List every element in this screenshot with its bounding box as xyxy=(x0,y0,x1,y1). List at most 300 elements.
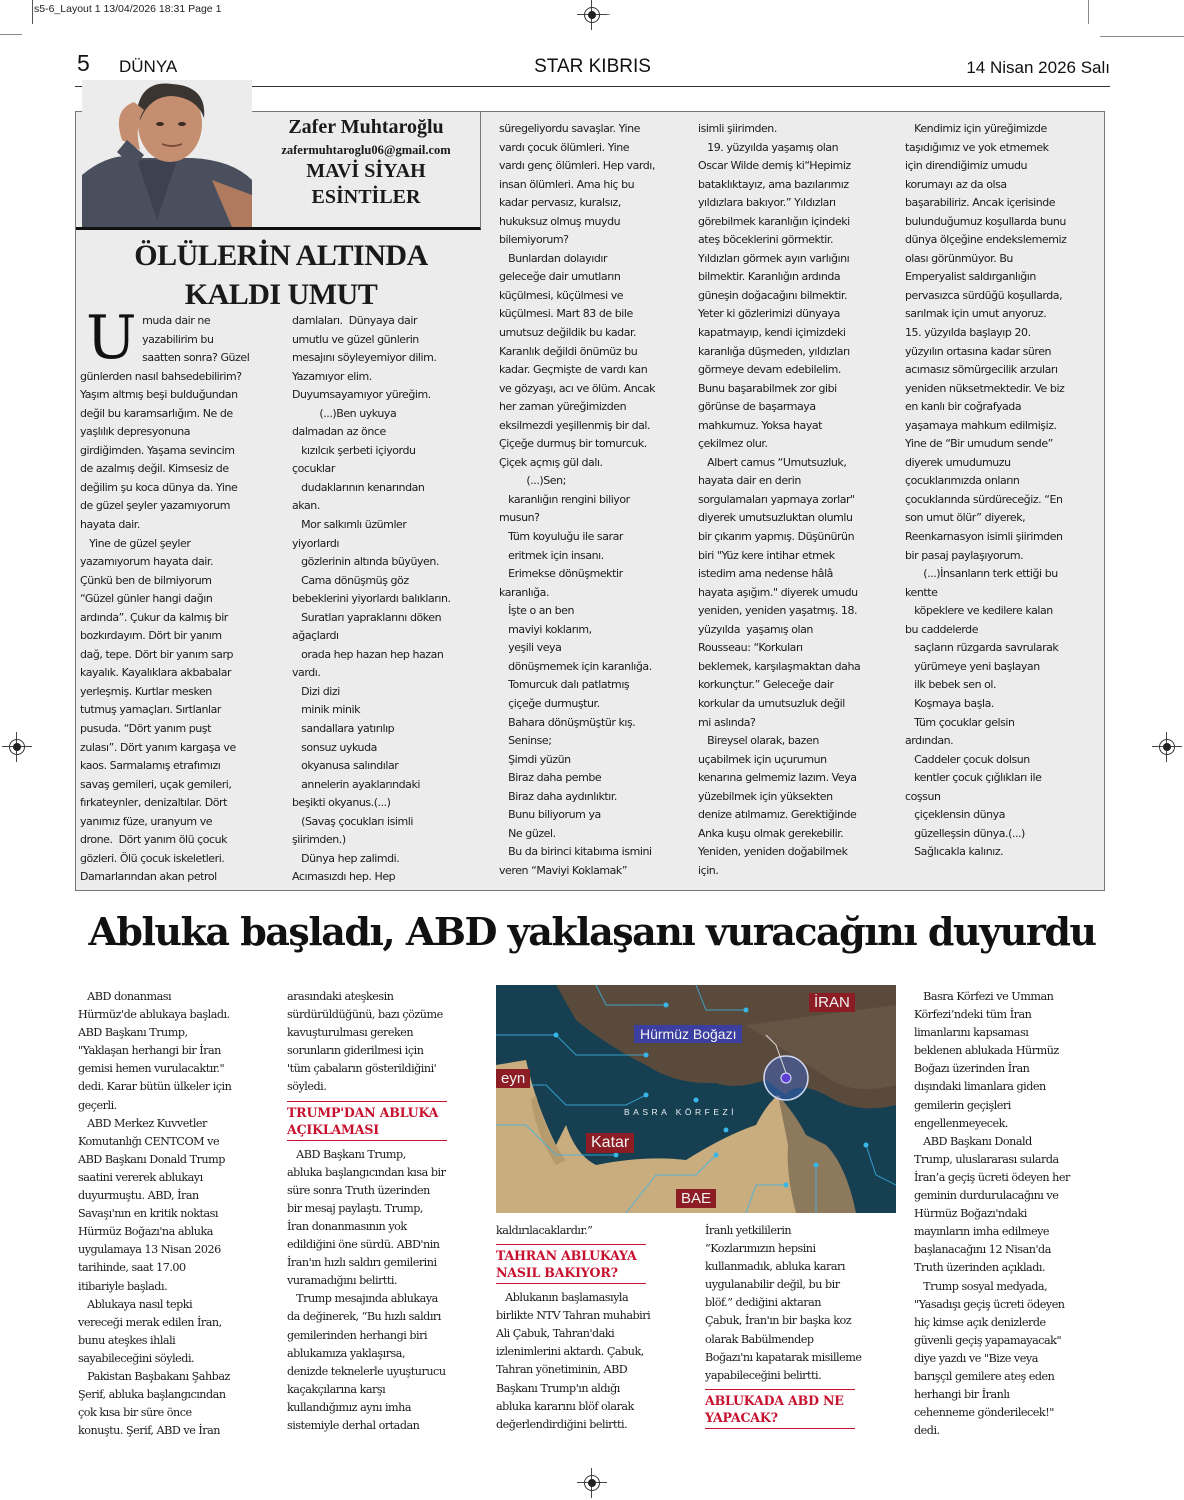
text-line: korumayı az da olsa xyxy=(905,177,1007,191)
text-line: gözlerinin altında büyüyen. xyxy=(292,555,439,569)
text-line: sorgulamaları yapmaya zorlar" xyxy=(698,492,855,506)
text-line: Oscar Wilde demiş ki“Hepimiz xyxy=(698,159,851,173)
text-line: Ablukanın başlamasıyla xyxy=(496,1291,629,1305)
text-line: kaldırılacaklardır.” xyxy=(496,1224,593,1237)
text-line: isimli şiirimden. xyxy=(698,122,777,135)
text-line: uygulamaya 13 Nisan 2026 xyxy=(78,1243,221,1257)
text-line: sorunların giderilmesi için xyxy=(287,1044,424,1058)
text-line: hiç kimse açık denizlerde xyxy=(914,1315,1046,1329)
text-line: Bahara dönüşmüştür kış. xyxy=(499,715,636,729)
text-line: güneşin doğacağını bilmektir. xyxy=(698,288,848,302)
subhead-tehran-view: TAHRAN ABLUKAYA NASIL BAKIYOR? xyxy=(496,1244,646,1284)
text-line: kadar pervasız, kuralsız, xyxy=(499,196,621,210)
text-line: küçülmesi. Mart 83 de bile xyxy=(499,307,633,321)
column-title-line: ESİNTİLER xyxy=(311,186,421,208)
text-line: Şimdi yüzün xyxy=(499,752,571,766)
text-line: vardı. xyxy=(292,666,321,680)
text-line: Yıldızları görmek ayın varlığını xyxy=(698,251,850,265)
text-line: (Savaş çocukları isimli xyxy=(292,814,413,828)
text-line: Seninse; xyxy=(499,734,552,748)
map-label-iran: İRAN xyxy=(809,993,855,1012)
text-line: (...)İnsanların terk ettiği bu xyxy=(905,567,1058,581)
text-line: başlanacağını 12 Nisan'da xyxy=(914,1243,1051,1257)
text-line: İranlı yetkililerin xyxy=(705,1224,792,1237)
text-line: Yeniden, yeniden doğabilmek xyxy=(698,845,848,859)
text-line: Bireysel olarak, bazen xyxy=(698,734,819,748)
drop-cap: U xyxy=(86,303,137,373)
text-line: Başkanı Trump'ın aldığı xyxy=(496,1381,620,1395)
text-line: Biraz daha aydınlıktır. xyxy=(499,789,617,803)
text-line: yüzyılda yaşamış olan xyxy=(698,622,813,636)
text-line: veren “Maviyi Koklamak” xyxy=(499,863,628,877)
text-line: çocuklarımızda onların xyxy=(905,474,1020,488)
text-line: ateş böceklerini görmektir. xyxy=(698,233,833,247)
registration-mark-icon xyxy=(581,4,603,26)
text-line: Reenkarnasyon isimli şiirimden xyxy=(905,530,1063,544)
text-line: barışçıl gemilere ateş eden xyxy=(914,1369,1055,1383)
text-line: acımasız sömürgecilik arzuları xyxy=(905,363,1058,377)
text-line: blöf.” dediğini aktaran xyxy=(705,1296,821,1310)
text-line: korkunçtur.” Geleceğe dair xyxy=(698,678,834,692)
text-line: Savaşı'nın en kritik noktası xyxy=(78,1207,218,1221)
column-title-line: MAVİ SİYAH xyxy=(306,160,426,182)
text-line: mahkumuz. Yoksa hayat xyxy=(698,418,823,432)
text-line: cehenneme gönderilecek!" xyxy=(914,1406,1054,1420)
text-line: çocuklarında sürdüreceğiz. “En xyxy=(905,492,1063,506)
column-title xyxy=(256,158,476,210)
text-line: beklemek, karşılaşmaktan daha xyxy=(698,659,861,673)
text-line: görebilmek karanlığın içindeki xyxy=(698,214,850,228)
text-line: sistemiyle derhal ortadan xyxy=(287,1418,420,1432)
text-line: Hürmüz'de ablukaya başladı. xyxy=(78,1008,230,1022)
text-line: tutmuş yamaçları. Sırtlanlar xyxy=(80,703,221,717)
text-line: yazamıyorum hayata dair. xyxy=(80,555,213,569)
news-text-2-bottom xyxy=(287,1146,487,1436)
text-line: mesajını söyleyemiyor dilim. xyxy=(292,351,437,365)
opinion-column xyxy=(75,111,1105,891)
text-line: musun? xyxy=(499,511,540,525)
text-line: süre sonra Truth üzerinden xyxy=(287,1183,430,1197)
text-line: her zaman yüreğimizden xyxy=(499,400,627,414)
text-line: Trump sosyal medyada, xyxy=(914,1279,1048,1293)
text-line: saatten sonra? Güzel xyxy=(142,351,250,365)
text-line: dedi. xyxy=(914,1424,940,1438)
text-line: ilk bebek sen ol. xyxy=(905,678,997,692)
news-text-2 xyxy=(287,988,487,1435)
text-line: Körfezi’ndeki tüm İran xyxy=(914,1008,1032,1022)
text-line: minik minik xyxy=(292,703,361,717)
text-line: girdiğimden. Yaşama sevincim xyxy=(80,443,235,457)
text-line: itibariyle başladı. xyxy=(78,1279,168,1293)
column-text-2 xyxy=(292,312,492,887)
text-line: dışındaki limanlara giden xyxy=(914,1080,1046,1094)
text-line: fırkateynler, denizaltılar. Dört xyxy=(80,796,227,810)
text-line: dağ, tepe. Dört bir yanım sarp xyxy=(80,647,234,661)
text-line: abluka başlangıcından kısa bir xyxy=(287,1165,446,1179)
text-line: kızılcık şerbeti içiyordu xyxy=(292,443,416,457)
subhead-us-actions: ABLUKADA ABD NE YAPACAK? xyxy=(705,1389,855,1429)
news-text-2-top xyxy=(287,988,487,1097)
text-line: sandallara yatırılıp xyxy=(292,722,395,736)
text-line: hukuksuz olmuş muydu xyxy=(499,214,621,228)
text-line: güvenli geçiş yapamayacak" xyxy=(914,1333,1062,1347)
text-line: gemilerin geçişleri xyxy=(914,1098,1011,1112)
text-line: karanlığa. xyxy=(499,585,549,599)
text-line: söyledi. xyxy=(287,1080,327,1094)
text-line: gemilerinden herhangi biri xyxy=(287,1328,428,1342)
text-line: pusuda. “Dört yanım puşt xyxy=(80,722,211,736)
text-line: için. xyxy=(698,863,719,877)
section-name: DÜNYA xyxy=(119,57,178,76)
text-line: denize atılmamız. Gerektiğinde xyxy=(698,808,857,822)
text-line: Tomurcuk dalı patlatmış xyxy=(499,678,630,692)
text-line: ABD Başkanı Donald Trump xyxy=(78,1152,225,1166)
text-line: annelerin ayaklarındaki xyxy=(292,777,420,791)
text-line: değerlendirdiğini belirtti. xyxy=(496,1417,628,1431)
text-line: Albert camus “Umutsuzluk, xyxy=(698,455,847,469)
text-line: 15. yüzyılda başlayıp 20. xyxy=(905,326,1031,340)
text-line: değil bu karamsarlığım. Ne de xyxy=(80,406,233,420)
registration-mark-icon xyxy=(581,1472,603,1494)
text-line: sürdürüldüğünü, bazı çözüme xyxy=(287,1008,443,1022)
text-line: (...)Ben uykuya xyxy=(292,406,397,420)
text-line: diyerek umutsuzluktan olumlu xyxy=(698,511,853,525)
crop-mark xyxy=(0,34,22,35)
text-line: dalmadan az önce xyxy=(292,425,386,439)
text-line: bebeklerini yiyorlardı balıkların. xyxy=(292,592,451,606)
text-line: tarihinde, saat 17.00 xyxy=(78,1261,186,1275)
text-line: beşikti okyanus.(...) xyxy=(292,796,391,810)
author-name: Zafer Muhtaroğlu xyxy=(288,116,444,138)
text-line: damlaları. Dünyaya dair xyxy=(292,314,418,327)
strait-of-hormuz-map xyxy=(496,985,896,1213)
text-line: İşte o an ben xyxy=(499,604,575,618)
issue-date: 14 Nisan 2026 Salı xyxy=(966,58,1110,77)
text-line: sayabileceğini söyledi. xyxy=(78,1351,195,1365)
text-line: bilemiyorum? xyxy=(499,233,569,247)
text-line: muda dair ne xyxy=(142,314,211,327)
text-line: Bunu biliyorum ya xyxy=(499,808,601,822)
text-line: günlerden nasıl bahsedebilirim? xyxy=(80,369,242,383)
text-line: yaşlılık depresyonuna xyxy=(80,425,191,439)
text-line: drone. Dört yanım ölü çocuk xyxy=(80,833,228,847)
text-line: son umut ölür” diyerek, xyxy=(905,511,1026,525)
text-line: Sağlıcakla kalınız. xyxy=(905,845,1004,859)
text-line: Acımasızdı hep. Hep xyxy=(292,870,396,884)
text-line: insan ölümleri. Ama hiç bu xyxy=(499,177,635,191)
text-line: Çiçeğe durmuş bir tomurcuk. xyxy=(499,437,647,451)
text-line: Hürmüz Boğazı'ndaki xyxy=(914,1207,1027,1221)
text-line: bir pasaj paylaşıyorum. xyxy=(905,548,1024,562)
text-line: biri "Yüz kere intihar etmek xyxy=(698,548,835,562)
text-line: maviyi koklarım, xyxy=(499,622,592,636)
text-line: yanımız füze, uranyum ve xyxy=(80,814,213,828)
text-line: hayata dair en derin xyxy=(698,474,801,488)
text-line: başarabiliriz. Ancak içerisinde xyxy=(905,196,1056,210)
text-line: görünse de başarmaya xyxy=(698,400,816,414)
text-line: de azalmış değil. Kimsesiz de xyxy=(80,462,229,476)
text-line: bunu ateşkes ihlali xyxy=(78,1333,176,1347)
text-line: mi aslında? xyxy=(698,715,756,729)
text-line: ABD donanması xyxy=(78,990,172,1003)
text-line: saatini vererek ablukayı xyxy=(78,1170,203,1184)
text-line: kentler çocuk çığlıkları ile xyxy=(905,771,1042,785)
text-line: ardından. xyxy=(905,734,954,748)
text-line: 'tüm çabaların gösterildiğini' xyxy=(287,1062,437,1076)
text-line: coşsun xyxy=(905,789,941,803)
text-line: engellenmeyecek. xyxy=(914,1116,1008,1130)
text-line: beklenen ablukada Hürmüz xyxy=(914,1044,1059,1058)
text-line: yüzyılın ortasına kadar süren xyxy=(905,344,1052,358)
text-line: Bunu başarabilmek zor gibi xyxy=(698,381,837,395)
text-line: dedi. Karar bütün ülkeler için xyxy=(78,1080,232,1094)
text-line: sonsuz uykuda xyxy=(292,740,377,754)
crop-mark xyxy=(1100,36,1184,37)
text-line: saçların rüzgarda savrularak xyxy=(905,641,1059,655)
text-line: ABD Merkez Kuvvetler xyxy=(78,1116,207,1130)
text-line: Yeter ki gözlerimizi dünyaya xyxy=(698,307,840,321)
text-line: kentte xyxy=(905,585,938,599)
text-line: Yine de güzel şeyler xyxy=(80,536,191,550)
text-line: Bu da birinci kitabıma ismini xyxy=(499,845,652,859)
text-line: vuramadığını belirtti. xyxy=(287,1274,398,1288)
text-line: yürümeye yeni başlayan xyxy=(905,659,1040,673)
text-line: Biraz daha pembe xyxy=(499,771,602,785)
text-line: süregeliyordu savaşlar. Yine xyxy=(499,122,640,135)
author-email[interactable]: zafermuhtaroglu06@gmail.com xyxy=(281,143,451,157)
text-line: ABD Başkanı Trump, xyxy=(78,1026,188,1040)
text-line: "Yaklaşan herhangi bir İran xyxy=(78,1044,221,1058)
map-label-basra-gulf: BASRA KÖRFEZİ xyxy=(624,1107,738,1117)
text-line: vereceği merak edilen İran, xyxy=(78,1315,222,1329)
text-line: “Kozlarımızın hepsini xyxy=(705,1242,816,1256)
text-line: kullandığımız aynı imha xyxy=(287,1400,412,1414)
text-line: Çabuk, İran'ın bir başka koz xyxy=(705,1314,852,1328)
text-line: Suratları yapraklarını döken xyxy=(292,610,442,624)
text-line: umutlu ve güzel günlerin xyxy=(292,332,419,346)
text-line: izlenimlerini aktardı. Çabuk, xyxy=(496,1345,644,1359)
text-line: Yazamıyor elim. xyxy=(292,369,372,383)
text-line: de güzel şeyler yazamıyorum xyxy=(80,499,230,513)
text-line: Tüm koyuluğu ile sarar xyxy=(499,530,623,544)
news-text-4 xyxy=(705,1222,905,1434)
text-line: diyerek umudumuzu xyxy=(905,455,1011,469)
text-line: umutsuz değildik bu kadar. xyxy=(499,326,637,340)
text-line: "Yasadışı geçiş ücreti ödeyen xyxy=(914,1297,1065,1311)
registration-mark-icon xyxy=(6,736,28,758)
text-line: dudaklarının kenarından xyxy=(292,480,425,494)
text-line: okyanusa salındılar xyxy=(292,759,399,773)
text-line: köpeklere ve kedilere kalan xyxy=(905,604,1053,618)
text-line: hayata dair. xyxy=(80,518,140,532)
text-line: ardında”. Çukur da kalmış bir xyxy=(80,610,228,624)
text-line: Tahran yönetiminin, ABD xyxy=(496,1363,628,1377)
text-line: karanlığa düşmeden, yıldızları xyxy=(698,344,850,358)
text-line: dünya ölçeğine endekslememiz xyxy=(905,233,1067,247)
text-line: ABD Başkanı Trump, xyxy=(287,1147,406,1161)
text-line: denizde teknelerle uyuşturucu xyxy=(287,1364,446,1378)
text-line: kadar. Geçmişte de vardı kan xyxy=(499,363,648,377)
text-line: Anka kuşu olmak gerekebilir. xyxy=(698,826,844,840)
text-line: ve gözyaşı, acı ve ölüm. Ancak xyxy=(499,381,656,395)
news-text-3-top xyxy=(496,1222,696,1240)
text-line: Duyumsayamıyor yüreğim. xyxy=(292,388,431,402)
text-line: Rousseau: “Korkuları xyxy=(698,641,803,655)
text-line: akan. xyxy=(292,499,320,513)
text-line: Kendimiz için yüreğimizde xyxy=(905,122,1047,135)
text-line: gözleri. Ölü çocuk iskeletleri. xyxy=(80,851,225,865)
text-line: yazabilirim bu xyxy=(142,332,214,346)
text-line: karanlığın rengini biliyor xyxy=(499,492,630,506)
text-line: çok kısa bir süre önce xyxy=(78,1406,192,1420)
map-label-qatar: Katar xyxy=(586,1133,634,1153)
text-line: Ablukaya nasıl tepki xyxy=(78,1297,193,1311)
text-line: Erimekse dönüşmektir xyxy=(499,567,623,581)
text-line: 19. yüzyılda yaşamış olan xyxy=(698,140,839,154)
text-line: vardı genç ölümleri. Hep vardı, xyxy=(499,159,655,173)
text-line: Yaşım altmış beşi bulduğundan xyxy=(80,388,238,402)
text-line: kullanmadık, abluka kararı xyxy=(705,1260,845,1274)
text-line: Damarlarından akan petrol xyxy=(80,870,217,884)
text-line: İran'ın hızlı saldırı gemilerini xyxy=(287,1256,437,1270)
news-text-3-bottom xyxy=(496,1289,696,1434)
text-line: herhangi bir İranlı xyxy=(914,1388,1010,1402)
text-line: savaş gemileri, uçak gemileri, xyxy=(80,777,232,791)
text-line: Cama dönüşmüş göz xyxy=(292,573,409,587)
text-line: olası görünmüyor. Bu xyxy=(905,251,1013,265)
text-line: Emperyalist saldırganlığın xyxy=(905,270,1036,284)
text-line: Koşmaya başla. xyxy=(905,696,994,710)
text-line: İran’a geçiş ücreti ödeyen her xyxy=(914,1170,1070,1184)
text-line: yüzebilmek için yüksekten xyxy=(698,789,833,803)
text-line: Basra Körfezi ve Umman xyxy=(914,990,1054,1003)
text-line: Ne güzel. xyxy=(499,826,556,840)
text-line: istedim ama nedense hâlâ xyxy=(698,567,833,581)
text-line: geminin durdurulacağını ve xyxy=(914,1189,1059,1203)
text-line: Çünkü ben de bilmiyorum xyxy=(80,573,212,587)
text-line: Pakistan Başbakanı Şahbaz xyxy=(78,1369,230,1383)
text-line: taşıdığımız ve yok etmemek xyxy=(905,140,1049,154)
text-line: ağaçlardı xyxy=(292,629,339,643)
column-headline-line: KALDI UMUT xyxy=(184,278,378,311)
text-line: olarak Babülmendep xyxy=(705,1332,814,1346)
text-line: mayınların imha edilmeye xyxy=(914,1225,1050,1239)
text-line: (...)Sen; xyxy=(499,474,566,488)
text-line: İran donanmasının yok xyxy=(287,1219,407,1233)
text-line: Caddeler çocuk dolsun xyxy=(905,752,1030,766)
text-line: çiçeklensin dünya xyxy=(905,808,1006,822)
text-line: diye yazdı ve "Bize veya xyxy=(914,1351,1038,1365)
text-line: yapabileceğini belirtti. xyxy=(705,1368,822,1382)
news-headline: Abluka başladı, ABD yaklaşanı vuracağını duyurdu xyxy=(88,909,1096,954)
text-line: konuştu. Şerif, ABD ve İran xyxy=(78,1424,221,1438)
text-line: kenarına gelmemiz lazım. Veya xyxy=(698,771,857,785)
text-line: ABD Başkanı Donald xyxy=(914,1134,1032,1148)
news-text-1 xyxy=(78,988,278,1440)
text-line: dönüşmemek için karanlığa. xyxy=(499,659,652,673)
text-line: yıldızlara bakıyor.” Yıldızları xyxy=(698,196,836,210)
newspaper-name: STAR KIBRIS xyxy=(534,56,651,77)
text-line: duyurmuştu. ABD, İran xyxy=(78,1189,199,1203)
text-line: yaşamaya mahkum edilmişiz. xyxy=(905,418,1057,432)
text-line: gemisi hemen vurulacaktır." xyxy=(78,1062,225,1076)
text-line: eritmek için insanı. xyxy=(499,548,604,562)
text-line: yeniden nüksetmektedir. Ve biz xyxy=(905,381,1065,395)
author-photo xyxy=(82,80,252,227)
text-line: uçabilmek için uçurumun xyxy=(698,752,827,766)
text-line: Boğazı'nı kapatarak misilleme xyxy=(705,1350,862,1364)
text-line: korkular da umutsuzluk değil xyxy=(698,696,845,710)
map-label-uae: BAE xyxy=(676,1189,716,1208)
column-text-1 xyxy=(80,303,284,887)
map-graphic xyxy=(496,985,896,1213)
text-line: geçerli. xyxy=(78,1098,117,1112)
registration-mark-icon xyxy=(1156,736,1178,758)
text-line: kaos. Sarmalamış etrafımızı xyxy=(80,759,221,773)
text-line: yiyorlardı xyxy=(292,536,339,550)
text-line: abluka kararını blöf olarak xyxy=(496,1399,634,1413)
text-line: bir mesaj paylaştı. Trump, xyxy=(287,1201,423,1215)
text-line: yeşili veya xyxy=(499,641,562,655)
text-line: yerleşmiş. Kurtlar mesken xyxy=(80,684,212,698)
subhead-trump-statement: TRUMP'DAN ABLUKA AÇIKLAMASI xyxy=(287,1101,447,1141)
author-box xyxy=(76,112,481,230)
text-line: çekilmez olur. xyxy=(698,437,768,451)
print-trim-mark xyxy=(32,0,33,24)
text-line: değilim şu koca dünya da. Yine xyxy=(80,480,238,494)
column-text-5 xyxy=(905,120,1101,862)
text-line: kavuşturulması gereken xyxy=(287,1026,414,1040)
text-line: Yine de “Bir umudum sende” xyxy=(905,437,1053,451)
text-line: güzelleşsin dünya.(...) xyxy=(905,826,1025,840)
column-text-4 xyxy=(698,120,898,880)
text-line: bir çıkarım yapmış. Düşünürün xyxy=(698,530,855,544)
text-line: çocuklar xyxy=(292,462,335,476)
crop-mark xyxy=(1088,0,1089,24)
text-line: geleceğe dair umutların xyxy=(499,270,621,284)
text-line: vardı çocuk ölümleri. Yine xyxy=(499,140,630,154)
column-headline xyxy=(96,236,466,314)
text-line: kaçakçılarına karşı xyxy=(287,1382,386,1396)
text-line: küçülmesi, küçülmesi ve xyxy=(499,288,624,302)
map-label-hormuz: Hürmüz Boğazı xyxy=(634,1025,742,1043)
text-line: bulunduğumuz koşullarda bunu xyxy=(905,214,1066,228)
text-line: da değinerek, “Bu hızlı saldırı xyxy=(287,1310,441,1324)
text-line: Şerif, abluka başlangıcından xyxy=(78,1388,226,1402)
text-line: edildiğini öne sürdü. ABD'nin xyxy=(287,1238,440,1252)
news-text-4-body xyxy=(705,1222,905,1385)
text-line: bataklıktayız, ama bazılarımız xyxy=(698,177,849,191)
text-line: Dizi dizi xyxy=(292,684,340,698)
text-line: bilmektir. Karanlığın ardında xyxy=(698,270,841,284)
map-label-bahrain: eyn xyxy=(496,1069,530,1088)
text-line: Karanlık değildi önümüz bu xyxy=(499,344,638,358)
text-line: Boğazı üzerinden İran xyxy=(914,1062,1030,1076)
text-line: Trump mesajında ablukaya xyxy=(287,1292,438,1306)
text-line: Tüm çocuklar gelsin xyxy=(905,715,1015,729)
text-line: Mor salkımlı üzümler xyxy=(292,518,407,532)
text-line: Dünya hep zalimdi. xyxy=(292,851,400,865)
text-line: hayata aşığım." diyerek umudu xyxy=(698,585,858,599)
text-line: şiirimden.) xyxy=(292,833,346,847)
text-line: zulası”. Dört yanım kargaşa ve xyxy=(80,740,236,754)
text-line: Hürmüz Boğazı'na abluka xyxy=(78,1225,213,1239)
news-text-5 xyxy=(914,988,1110,1440)
text-line: Çiçek açmış gül dalı. xyxy=(499,455,603,469)
text-line: uygulanabilir değil, bu bir xyxy=(705,1278,840,1292)
text-line: Trump, uluslararası sularda xyxy=(914,1152,1059,1166)
text-line: orada hep hazan hep hazan xyxy=(292,647,444,661)
